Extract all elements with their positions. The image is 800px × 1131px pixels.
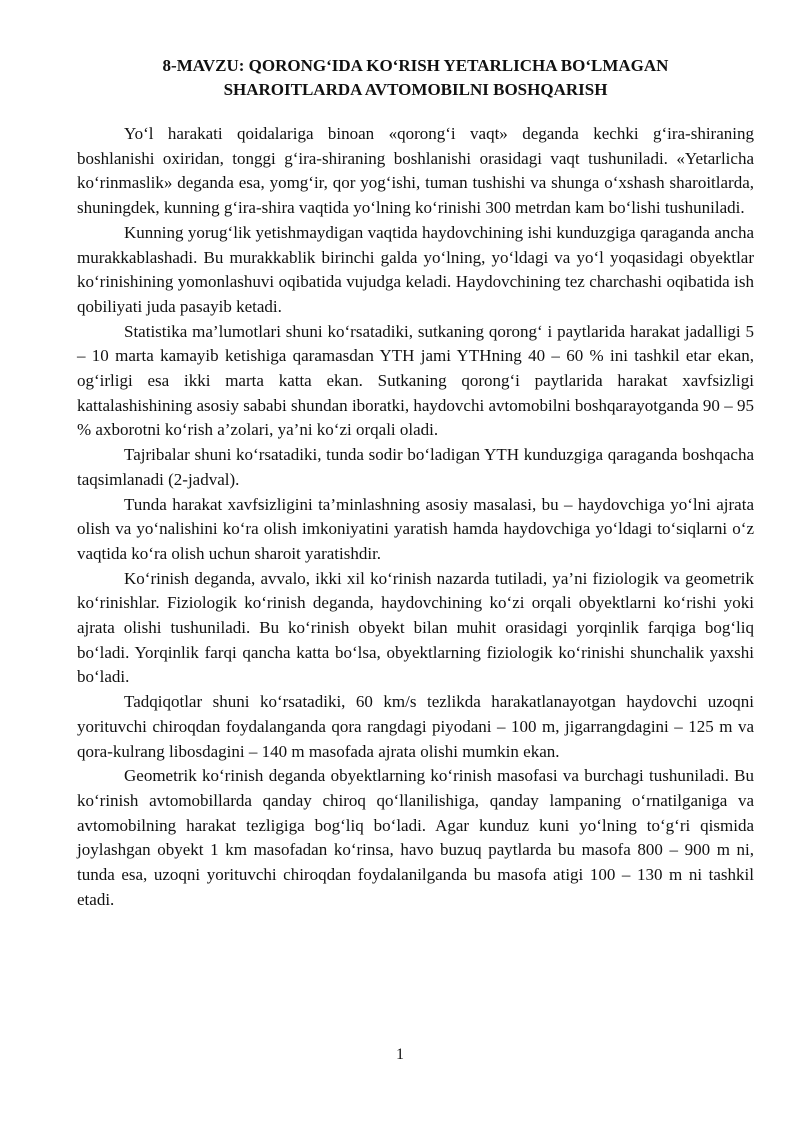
paragraph-4: Tajribalar shuni ko‘rsatadiki, tunda sodir bo‘ladigan YTH kunduzgiga qaraganda boshqacha taqsimlanadi (2-jadval). — [77, 445, 754, 489]
document-title — [77, 54, 754, 102]
paragraph-1: Yo‘l harakati qoidalariga binoan «qorong‘i vaqt» deganda kechki g‘ira-shiraning boshlanishi oxiridan, tonggi g‘ira-shiraning boshlanishi orasidagi vaqt tushuniladi. «Yetarlicha ko‘rinmaslik» deganda esa, yomg‘ir, qor yog‘ishi, tuman tushishi va shunga o‘xshash sharoitlarda, shuningdek, kunning g‘ira-shira vaqtida yo‘lning ko‘rinishi 300 metrdan kam bo‘lishi tushuniladi. — [77, 124, 754, 218]
paragraph-3: Statistika ma’lumotlari shuni ko‘rsatadiki, sutkaning qorong‘ i paytlarida harakat jadalligi 5 – 10 marta kamayib ketishiga qaramasdan YTH jami YTHning 40 – 60 % ini tashkil etar ekan, og‘irligi esa ikki marta katta ekan. Sutkaning qorong‘i paytlarida harakat xavfsizligi kattalashishining asosiy sababi shundan iboratki, haydovchi avtomobilni boshqarayotganda 90 – 95 % axborotni ko‘rish a’zolari, ya’ni ko‘zi orqali oladi. — [77, 321, 754, 440]
page-number: 1 — [396, 1046, 404, 1063]
paragraph-2: Kunning yorug‘lik yetishmaydigan vaqtida haydovchining ishi kunduzgiga qaraganda ancha murakkablashadi. Bu murakkablik birinchi galda yo‘lning, yo‘ldagi va yo‘l yoqasidagi obyektlar ko‘rinishining yomonlashuvi oqibatida vujudga keladi. Haydovchining tez charchashi oqibatida ish qobiliyati juda pasayib ketadi. — [77, 222, 754, 316]
title-line-2: SHAROITLARDA AVTOMOBILNI BOSHQARISH — [223, 80, 608, 99]
paragraph-8: Geometrik ko‘rinish deganda obyektlarning ko‘rinish masofasi va burchagi tushuniladi. Bu ko‘rinish avtomobillarda qanday chiroq qo‘llanilishiga, qanday lampaning o‘rnatilganiga va avtomobilning harakat tezligiga bog‘liq bo‘ladi. Agar kunduz kuni yo‘lning to‘g‘ri qismida joylashgan obyekt 1 km masofadan ko‘rinsa, havo buzuq paytlarda bu masofa 800 – 900 m ni, tunda esa, uzoqni yorituvchi chiroqdan foydalanilganda bu masofa atigi 100 – 130 m ni tashkil etadi. — [77, 766, 754, 909]
title-line-1: 8-MAVZU: QORONG‘IDA KO‘RISH YETARLICHA BO‘LMAGAN — [162, 56, 669, 75]
paragraph-6: Ko‘rinish deganda, avvalo, ikki xil ko‘rinish nazarda tutiladi, ya’ni fiziologik va geometrik ko‘rinishlar. Fiziologik ko‘rinish deganda, haydovchining ko‘zi orqali obyektlarni ko‘rishi yoki ajrata olishi tushuniladi. Bu ko‘rinish obyekt bilan muhit orasidagi yorqinlik farqiga bog‘liq bo‘ladi. Yorqinlik farqi qancha katta bo‘lsa, obyektlarning fiziologik ko‘rinishi shunchalik yaxshi bo‘ladi. — [77, 568, 754, 687]
paragraph-7: Tadqiqotlar shuni ko‘rsatadiki, 60 km/s tezlikda harakatlanayotgan haydovchi uzoqni yorituvchi chiroqdan foydalanganda qora rangdagi piyodani – 100 m, jigarrangdagini – 125 m va qora-kulrang libosdagini – 140 m masofada ajrata olishi mumkin ekan. — [77, 692, 754, 761]
document-page — [77, 54, 754, 913]
paragraph-5: Tunda harakat xavfsizligini ta’minlashning asosiy masalasi, bu – haydovchiga yo‘lni ajrata olish va yo‘nalishini ko‘ra olish imkoniyatini yaratish hamda haydovchiga yo‘ldagi to‘siqlarni o‘z vaqtida ko‘ra olish uchun sharoit yaratishdir. — [77, 494, 754, 563]
